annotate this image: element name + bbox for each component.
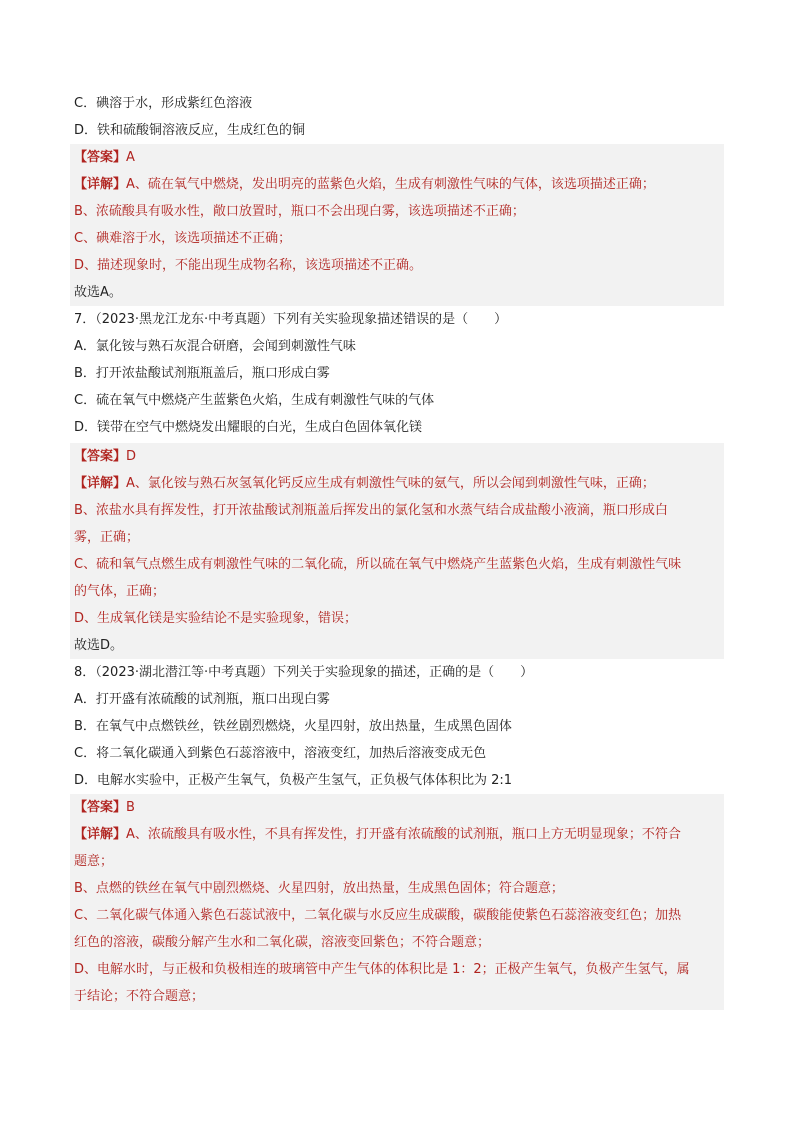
q7-conclusion: 故选D。 [74,638,124,653]
q8-detail-line-2: 题意； [74,854,114,869]
q7-answer-block [70,443,724,659]
q7-option-b: B．打开浓盐酸试剂瓶瓶盖后，瓶口形成白雾 [74,366,330,381]
q7-option-d: D．镁带在空气中燃烧发出耀眼的白光，生成白色固体氧化镁 [74,420,423,435]
q8-option-c: C．将二氧化碳通入到紫色石蕊溶液中，溶液变红，加热后溶液变成无色 [74,746,487,761]
q8-answer-block [70,794,724,1010]
q6-answer-block [70,144,724,306]
q7-detail-line-1 [70,470,724,497]
q7-detail-line-2: B、浓盐水具有挥发性，打开浓盐酸试剂瓶盖后挥发出的氯化氢和水蒸气结合成盐酸小液滴，瓶口形成白 [74,503,668,518]
q8-detail-line-6: D、电解水时，与正极和负极相连的玻璃管中产生气体的体积比是 1：2；正极产生氧气，负极产生氢气，属 [74,962,690,977]
answer-tag: 【答案】 [74,449,127,464]
q6-option-d: D．铁和硫酸铜溶液反应，生成红色的铜 [74,123,306,138]
q8-question: 8．（2023·湖北潜江等·中考真题）下列关于实验现象的描述，正确的是（ ） [74,665,534,680]
answer-value: A [126,150,135,165]
document-page [70,90,724,1010]
q6-detail-line-3: C、碘难溶于水，该选项描述不正确； [74,231,292,246]
answer-value: B [126,800,135,815]
q8-detail-line-1 [70,821,724,848]
q8-answer-line [70,794,724,821]
detail-tag: 【详解】 [74,476,127,491]
q8-option-d: D．电解水实验中，正极产生氧气，负极产生氢气，正负极气体体积比为 2:1 [74,773,513,788]
answer-tag: 【答案】 [74,800,127,815]
q6-detail-line-2: B、浓硫酸具有吸水性，敞口放置时，瓶口不会出现白雾，该选项描述不正确； [74,204,525,219]
q7-detail-line-4: C、硫和氧气点燃生成有刺激性气味的二氧化硫，所以硫在氧气中燃烧产生蓝紫色火焰，生成有刺激性气味 [74,557,682,572]
detail-text: A、浓硫酸具有吸水性，不具有挥发性，打开盛有浓硫酸的试剂瓶，瓶口上方无明显现象；不符合 [126,827,681,842]
q8-detail-line-7: 于结论；不符合题意； [74,989,205,1004]
detail-tag: 【详解】 [74,177,127,192]
q7-option-a: A．氯化铵与熟石灰混合研磨，会闻到刺激性气味 [74,339,356,354]
q7-question: 7．（2023·黑龙江龙东·中考真题）下列有关实验现象描述错误的是（ ） [74,312,508,327]
q7-detail-line-3: 雾，正确； [74,530,140,545]
answer-value: D [126,449,137,464]
q6-conclusion: 故选A。 [74,285,122,300]
q7-detail-line-6: D、生成氧化镁是实验结论不是实验现象，错误； [74,611,358,626]
q8-option-a: A．打开盛有浓硫酸的试剂瓶，瓶口出现白雾 [74,692,330,707]
q8-option-b: B．在氧气中点燃铁丝，铁丝剧烈燃烧，火星四射，放出热量，生成黑色固体 [74,719,512,734]
q7-option-c: C．硫在氧气中燃烧产生蓝紫色火焰，生成有刺激性气味的气体 [74,393,435,408]
q8-detail-line-4: C、二氧化碳气体通入紫色石蕊试液中，二氧化碳与水反应生成碳酸，碳酸能使紫色石蕊溶液变红色；加热 [74,908,682,923]
detail-text: A、氯化铵与熟石灰氢氧化钙反应生成有刺激性气味的氨气，所以会闻到刺激性气味，正确； [126,476,655,491]
detail-text: A、硫在氧气中燃烧，发出明亮的蓝紫色火焰，生成有刺激性气味的气体，该选项描述正确； [126,177,655,192]
q8-detail-line-3: B、点燃的铁丝在氧气中剧烈燃烧、火星四射，放出热量，生成黑色固体；符合题意； [74,881,564,896]
q6-detail-line-1 [70,171,724,198]
q7-answer-line [70,443,724,470]
detail-tag: 【详解】 [74,827,127,842]
q6-detail-line-4: D、描述现象时，不能出现生成物名称，该选项描述不正确。 [74,258,423,273]
q8-detail-line-5: 红色的溶液，碳酸分解产生水和二氧化碳，溶液变回紫色；不符合题意； [74,935,491,950]
q6-option-c: C．碘溶于水，形成紫红色溶液 [74,96,253,111]
q6-answer-line [70,144,724,171]
answer-tag: 【答案】 [74,150,127,165]
q7-detail-line-5: 的气体，正确； [74,584,166,599]
